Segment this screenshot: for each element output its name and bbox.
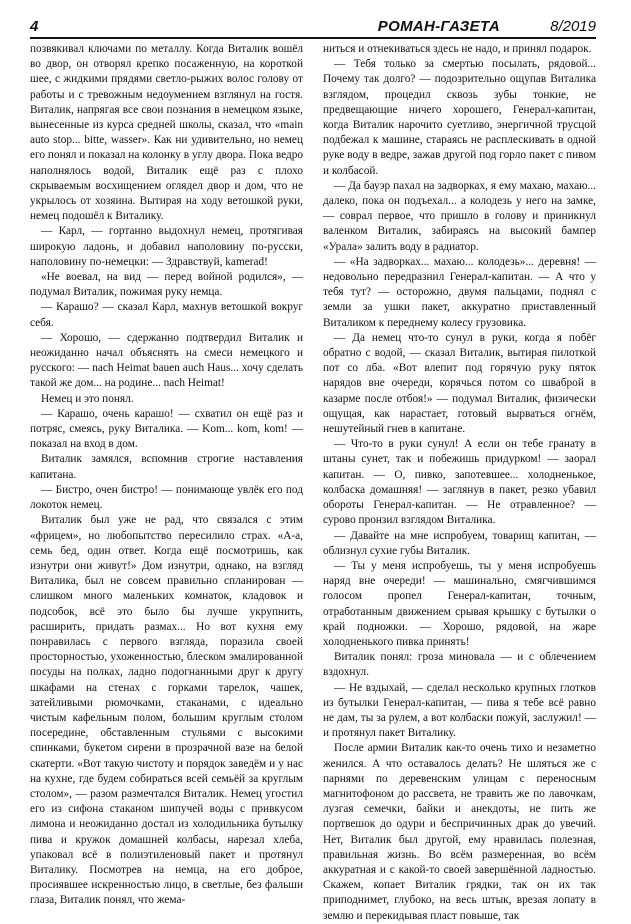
paragraph: — Хорошо, — сдержанно подтвердил Виталик и неожиданно начал объяснять на смеси немецкого и русского: — nach Heimat bauen auch Haus... хочу сделать такой же дом... на родине... nach Heimat!	[30, 331, 303, 390]
paragraph: — Что-то в руки сунул! А если он тебе гранату в штаны сунет, так и побежишь придурком! — заорал капитан. — О, пивко, запотевшее... холодненькое, колбаска домашняя! — заглянув в пакет, резко убавил обороты Генерал-капитан. — Не отравленное? — сурово пронзил взглядом Виталика.	[323, 438, 596, 527]
page-number: 4	[30, 18, 39, 35]
paragraph: Немец и это понял.	[41, 392, 134, 405]
left-column	[30, 42, 303, 907]
paragraph: — Карл, — гортанно выдохнул немец, протягивая широкую ладонь, и добавил наполовину по-русски, наполовину по-немецки: — Здравствуй, kamerad!	[30, 225, 303, 268]
paragraph: — Да бауэр пахал на задворках, я ему махаю, махаю... далеко, пока он подъехал... а колодезь у него на замке, — соврал первое, что пришло в голову и приникнул валенком Виталик, забираясь на высокий бампер «Урала» залить воду в радиатор.	[323, 179, 596, 253]
paragraph: Виталик был уже не рад, что связался с этим «фрицем», но любопытство пересилило страх. «А-а, семь бед, один ответ. Когда ещё посмотришь, как изнутри они живут!» Дом изнутри, однако, на взгляд Виталика, был не совсем правильно спланирован — слишком много маленьких комнаток, кладовок и подсобок, всё это было бы лучше укрупнить, расширить, придать размах... Но вот кухня ему понравилась с первого взгляда, поразила своей просторностью, ухоженностью, блеском эмалированной посуды на полках, ладно подогнанными друг к другу шкафами на стенах с горками тарелок, чашек, затейливыми рюмочками, стаканами, с идеально чистым кафельным полом, большим круглым столом посередине, обставленным стульями с высокими спинками, букетом сирени в прозрачной вазе на белой скатерти. «Вот такую чистоту и порядок заведём и у нас на кухне, где будем собираться всей семьёй за круглым столом», — разом размечтался Виталик. Немец угостил его из сифона стаканом шипучей воды с привкусом лимона и неожиданно достал из холодильника бутылку пива и кружок домашней колбасы, нарезал хлеба, упаковал всё в полиэтиленовый пакет и протянул Виталику. Посмотрев на немца, на его доброе, просиявшее искренностью лицо, в светлые, без фальши глаза, Виталик понял, что жема-	[30, 514, 303, 907]
paragraph: ниться и отнекиваться здесь не надо, и принял подарок.	[323, 43, 592, 55]
paragraph: — Карашо? — сказал Карл, махнув ветошкой вокруг себя.	[30, 301, 303, 329]
right-column	[323, 42, 596, 922]
paragraph: Виталик замялся, вспомнив строгие наставления капитана.	[30, 453, 303, 481]
paragraph: Виталик понял: гроза миновала — и с облечением вздохнул.	[323, 651, 596, 679]
publication-title: РОМАН-ГАЗЕТА	[377, 18, 500, 35]
paragraph: позвякивал ключами по металлу. Когда Виталик вошёл во двор, он отворял крепко посаженную, на короткой шее, с жидкими прядями светло-рыжих волос голову от работы и с тревожным недоумением взглянул на гостя. Виталик, напрягая все свои познания в немецком языке, вынесенные из курса средней школы, сказал, что «main auto stop... bitte, wasser». Как ни удивительно, но немец его понял и показал на колонку в углу двора. Пока ведро наполнялось водой, Виталик ещё раз с плохо скрываемым восхищением оглядел двор и дом, что не укрылось от хозяина. Вытирая на ходу ветошкой руки, немец подошёл к Виталику.	[30, 43, 303, 223]
paragraph: — Карашо, очень карашо! — схватил он ещё раз и потряс, смеясь, руку Виталика. — Kom... kom, kom! — показал на вход в дом.	[30, 407, 303, 451]
paragraph: — Бистро, очен бистро! — понимающе увлёк его под локоток немец.	[30, 483, 303, 512]
paragraph: — Ты у меня испробуешь, ты у меня испробуешь наряд вне очереди! — машинально, смягчившимся голосом пропел Генерал-капитан, точным, отработанным движением срывая крышку с бутылки о край подножки. — Хорошо, рядовой, на жаре холодненького пивка принять!	[323, 559, 596, 648]
paragraph: — Не вздыхай, — сделал несколько крупных глотков из бутылки Генерал-капитан, — пива я тебе всё равно не дам, ты за рулем, а вот колбаски пожуй, заслужил! — и протянул пакет Виталику.	[323, 681, 596, 740]
paragraph: — Да немец что-то сунул в руки, когда я побёг обратно с водой, — сказал Виталик, вытирая пилоткой пот со лба. «Вот влепит под горячую руку пяток нарядов вне очереди, корячься потом со шваброй в казарме после отбоя!» — подумал Виталик, физически ощущая, как нарастает, готовый вырваться огнём, нешутейный гнев в капитане.	[323, 331, 596, 436]
paragraph: — Тебя только за смертью посылать, рядовой... Почему так долго? — подозрительно ощупав Виталика взглядом, процедил сквозь зубы тонкие, не предвещающие ничего хорошего, Генерал-капитан, когда Виталик нарочито суетливо, энергичной трусцой подбежал к машине, стараясь не расплескивать в одной руке воду в ведре, зажав другой под горло пакет с пивом и колбасой.	[323, 58, 596, 177]
paragraph: — «На задворках... махаю... колодезь»... деревня! — недовольно передразнил Генерал-капитан. — А что у тебя тут? — осторожно, двумя пальцами, поднял с земли за ушки пакет, аккуратно приставленный Виталиком к переднему колесу грузовика.	[323, 255, 596, 329]
header-rule	[30, 37, 596, 39]
paragraph: После армии Виталик как-то очень тихо и незаметно женился. А что оставалось делать? Не шляться же с парнями по деревенским улицам с переносным магнитофоном до рассвета, не травить же по лавочкам, лузгая семечки, байки и анекдоты, не пить же портвешок до одури и беспричинных драк до увечий. Нет, Виталик был другой, ему нравилась полезная, правильная жизнь. Во всём размеренная, во всём аккуратная и с какой-то своей завершённой ладностью. Скажем, копает Виталик грядки, так он их так приподнимет, глубоко, на весь штык, врезая лопату в землю и перекидывая пласт повыше, так	[323, 742, 596, 922]
paragraph: «Не воевал, на вид — перед войной родился», — подумал Виталик, пожимая руку немца.	[30, 271, 303, 299]
page-header	[30, 18, 596, 36]
issue-number: 8/2019	[550, 18, 596, 35]
paragraph: — Давайте на мне испробуем, товарищ капитан, — облизнул сухие губы Виталик.	[323, 529, 596, 557]
